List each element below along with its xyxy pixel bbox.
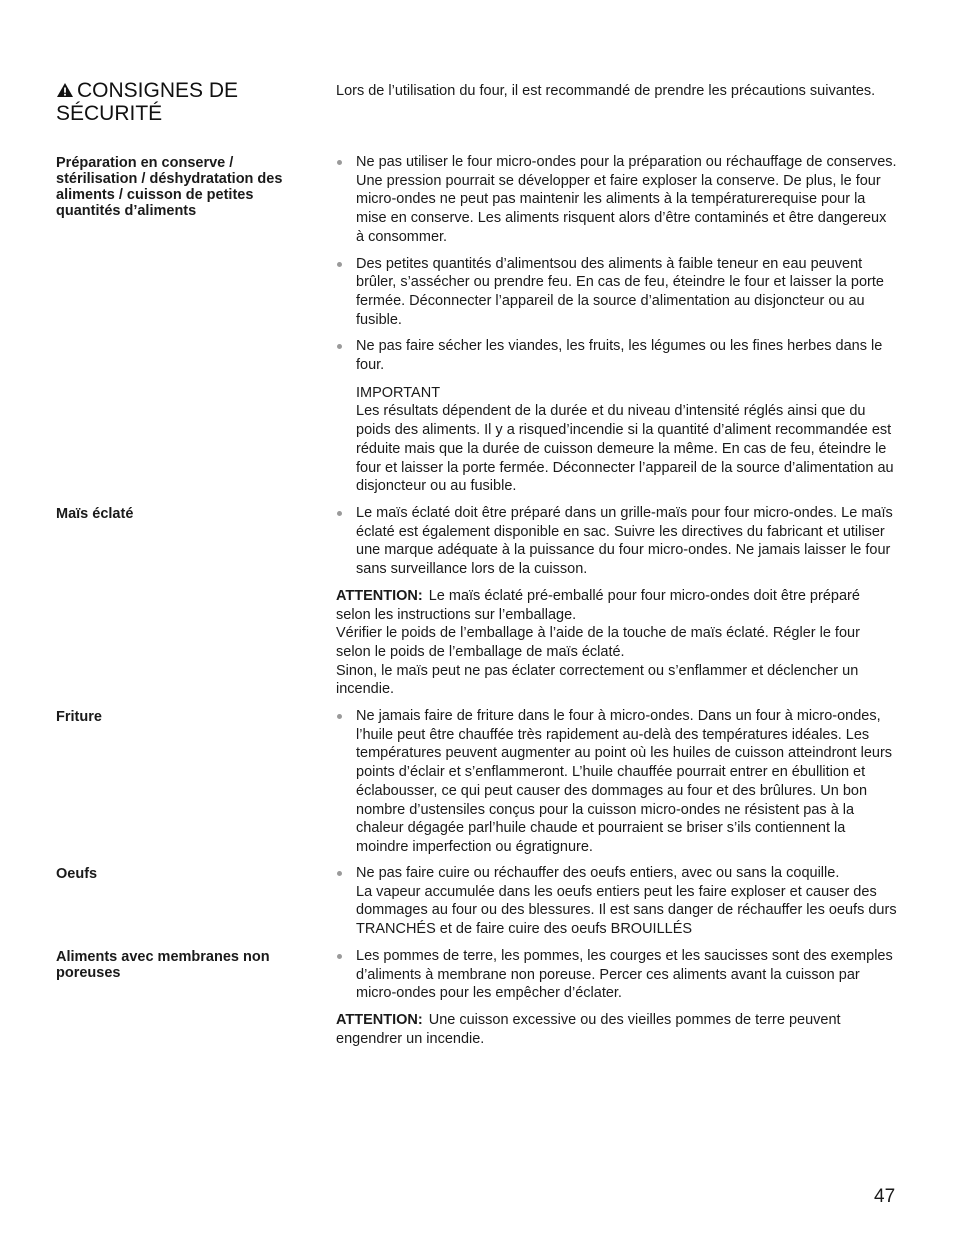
section-membranes [336,947,898,1049]
attention-note: ATTENTION: Une cuisson excessive ou des vieilles pommes de terre peuvent engendrer un incendie. [336,1012,841,1047]
section-conserve [336,153,898,496]
important-heading: IMPORTANT [356,384,441,401]
warning-icon [56,81,74,103]
list-item: Les pommes de terre, les pommes, les courges et les saucisses sont des exemples d’aliments à membrane non poreuse. Percer ces aliments avant la cuisson par micro-ondes pour les empêcher d’éclater. [336,947,898,1003]
list-item: Des petites quantités d’alimentsou des aliments à faible teneur en eau peuvent brûler, s’assécher ou prendre feu. En cas de feu, éteindre le four et laisser la porte fermée. Déconnecter l’appareil de la source d’alimentation au disjoncteur ou au fusible. [336,255,898,330]
bullet-icon [337,511,342,516]
bullet-icon [337,160,342,165]
section-label-oeufs: Oeufs [56,866,98,882]
list-item: Le maïs éclaté doit être préparé dans un grille-maïs pour four micro-ondes. Le maïs éclaté est également disponible en sac. Suivre les directives du fabricant et utiliser une marque adéquate à la puissance du four micro-ondes. Ne jamais laisser le four sans surveillance lors de la cuisson. [336,504,898,579]
page-number: 47 [874,1186,896,1207]
attention-detail: Sinon, le maïs peut ne pas éclater correctement ou s’enflammer et déclencher un incendie. [336,662,859,698]
section-label-popcorn: Maïs éclaté [56,506,134,522]
bullet-icon [337,871,342,876]
intro-text: Lors de l’utilisation du four, il est recommandé de prendre les précautions suivantes. [336,83,876,99]
bullet-icon [337,954,342,959]
section-friture [336,707,898,857]
bullet-icon [337,714,342,719]
attention-label: ATTENTION: [336,587,423,604]
section-label-conserve: Préparation en conserve / stérilisation / déshydratation des aliments / cuisson de petites quantités d’aliments [56,155,283,219]
list-item: Ne pas utiliser le four micro-ondes pour la préparation ou réchauffage de conserves. Une pression pourrait se développer et faire exploser la conserve. De plus, le four micro-ondes ne peut pas maintenir les aliments à la températurerequise pour la mise en conserve. Les aliments risquent alors d’être contaminés et être dangereux à consommer. [336,153,898,247]
attention-label: ATTENTION: [336,1012,423,1029]
section-label-friture: Friture [56,709,102,725]
list-item: Ne jamais faire de friture dans le four à micro-ondes. Dans un four à micro-ondes, l’huile peut être chauffée très rapidement au-delà des températures idéales. Les températures peuvent augmenter au point où les huiles de cuisson atteindront leurs points d’éclair et s’enflammeront. L’huile chauffée pourrait entrer en ébullition et éclabousser, ce qui peut causer des dommages au four et des brûlures. Un bon nombre d’ustensiles conçus pour la cuisson micro-ondes ne résistent pas à la chaleur dégagée parl’huile chaude et pourraient se briser s’ils contiennent la moindre imperfection ou égratignure. [336,707,898,857]
section-popcorn [336,504,898,699]
important-text: Les résultats dépendent de la durée et du niveau d’intensité réglés ainsi que du poids des aliments. Il y a risqued’incendie si la quantité d’aliment recommandée est réduite mais que la durée de cuisson demeure la même. En cas de feu, éteindre le four et laisser la porte fermée. Déconnecter l’appareil de la source d’alimentation au disjoncteur ou au fusible. [356,403,894,495]
section-label-membranes: Aliments avec membranes non poreuses [56,949,270,981]
attention-note: ATTENTION: Le maïs éclaté pré-emballé pour four micro-ondes doit être préparé selon les instructions sur l’emballage. [336,587,860,623]
list-item-continuation: La vapeur accumulée dans les oeufs entiers peut les faire exploser et causer des dommages au four ou des blessures. Il est sans danger de réchauffer les oeufs durs TRANCHÉS et de faire cuire des oeufs BROUILLÉS [356,883,897,938]
section-oeufs [336,864,898,939]
list-item: Ne pas faire sécher les viandes, les fruits, les légumes ou les fines herbes dans le four. [336,337,898,374]
bullet-icon [337,344,342,349]
title-text: CONSIGNES DE SÉCURITÉ [56,79,239,125]
attention-detail: Vérifier le poids de l’emballage à l’aide de la touche de maïs éclaté. Régler le four selon le poids de l’emballage de maïs éclaté. [336,625,860,660]
bullet-icon [337,262,342,267]
page-title [56,80,316,125]
list-item: Ne pas faire cuire ou réchauffer des oeufs entiers, avec ou sans la coquille. [336,864,898,883]
